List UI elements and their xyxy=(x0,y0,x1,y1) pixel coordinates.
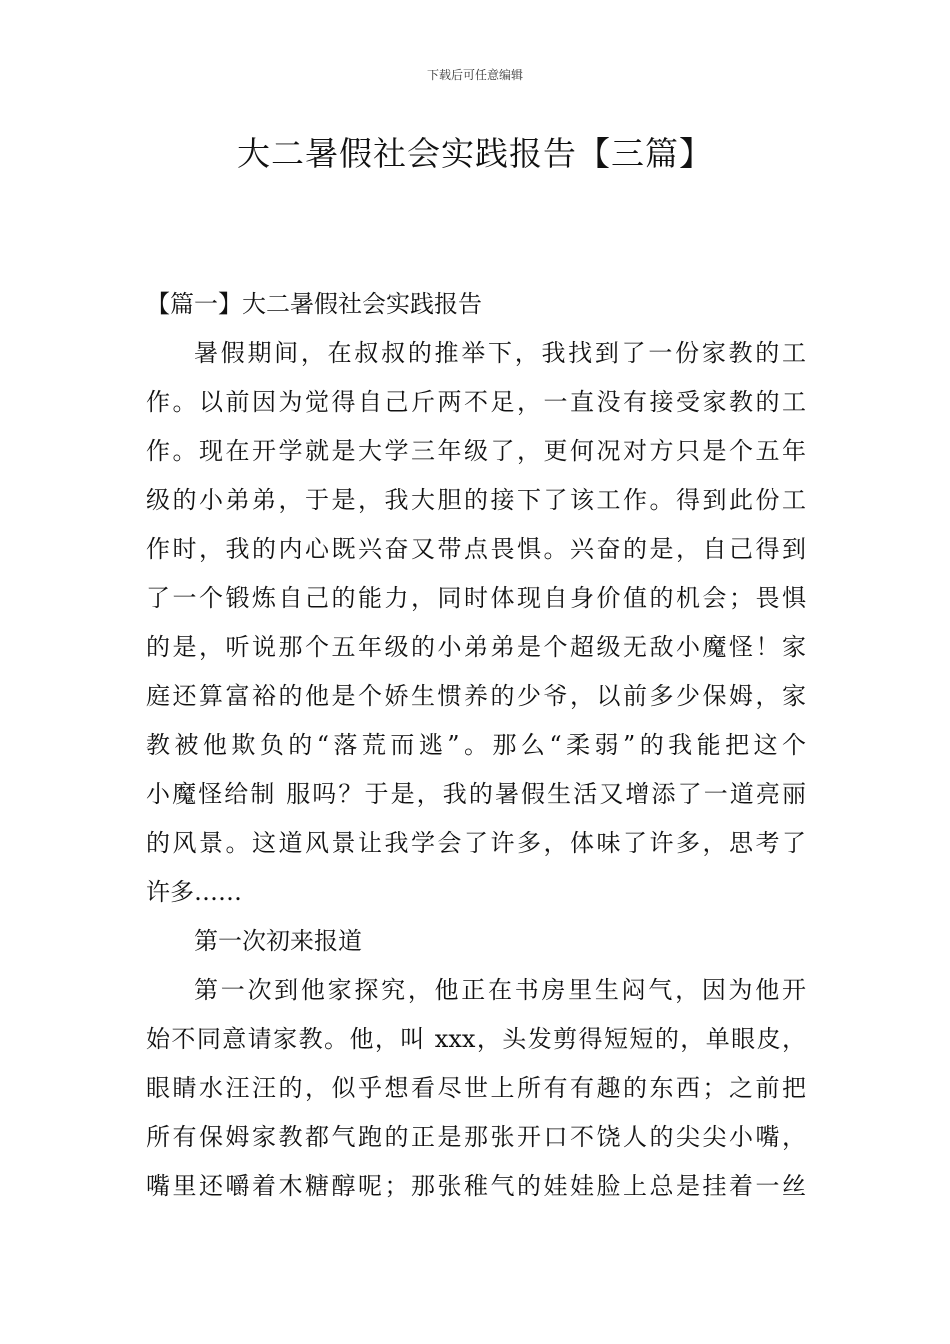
text-line: 第一次到他家探究，他正在书房里生闷气，因为他开 xyxy=(194,976,806,1004)
section-heading: 【篇一】大二暑假社会实践报告 xyxy=(146,290,482,318)
text-line: 暑假期间，在叔叔的推举下，我找到了一份家教的工 xyxy=(194,339,806,367)
text-line: 始不同意请家教。他，叫 xxx，头发剪得短短的，单眼皮， xyxy=(146,1025,806,1053)
text-line: 的风景。这道风景让我学会了许多，体味了许多，思考了 xyxy=(146,829,806,857)
text-line: 嘴里还嚼着木糖醇呢；那张稚气的娃娃脸上总是挂着一丝 xyxy=(146,1172,806,1200)
text-line: 庭还算富裕的他是个娇生惯养的少爷，以前多少保姆，家 xyxy=(146,682,806,710)
text-line: 教被他欺负的“落荒而逃”。那么“柔弱”的我能把这个 xyxy=(146,731,806,759)
document-body xyxy=(146,280,806,1211)
text-line: 作。以前因为觉得自己斤两不足，一直没有接受家教的工 xyxy=(146,388,806,416)
text-line: 级的小弟弟，于是，我大胆的接下了该工作。得到此份工 xyxy=(146,486,806,514)
document-title: 大二暑假社会实践报告【三篇】 xyxy=(237,134,713,173)
text-line: 所有保姆家教都气跑的正是那张开口不饶人的尖尖小嘴， xyxy=(146,1123,806,1151)
text-line: 的是，听说那个五年级的小弟弟是个超级无敌小魔怪！家 xyxy=(146,633,806,661)
text-line: 作。现在开学就是大学三年级了，更何况对方只是个五年 xyxy=(146,437,806,465)
text-line: 眼睛水汪汪的，似乎想看尽世上所有有趣的东西；之前把 xyxy=(146,1074,806,1102)
text-line: 了一个锻炼自己的能力，同时体现自身价值的机会；畏惧 xyxy=(146,584,806,612)
paragraph-1 xyxy=(146,329,806,917)
header-note: 下载后可任意编辑 xyxy=(426,68,523,82)
text-line: 作时，我的内心既兴奋又带点畏惧。兴奋的是，自己得到 xyxy=(146,535,806,563)
paragraph-2 xyxy=(146,966,806,1211)
text-line: 许多…… xyxy=(146,878,242,906)
text-line: 小魔怪给制 服吗？于是，我的暑假生活又增添了一道亮丽 xyxy=(146,780,806,808)
subheading: 第一次初来报道 xyxy=(194,927,362,955)
